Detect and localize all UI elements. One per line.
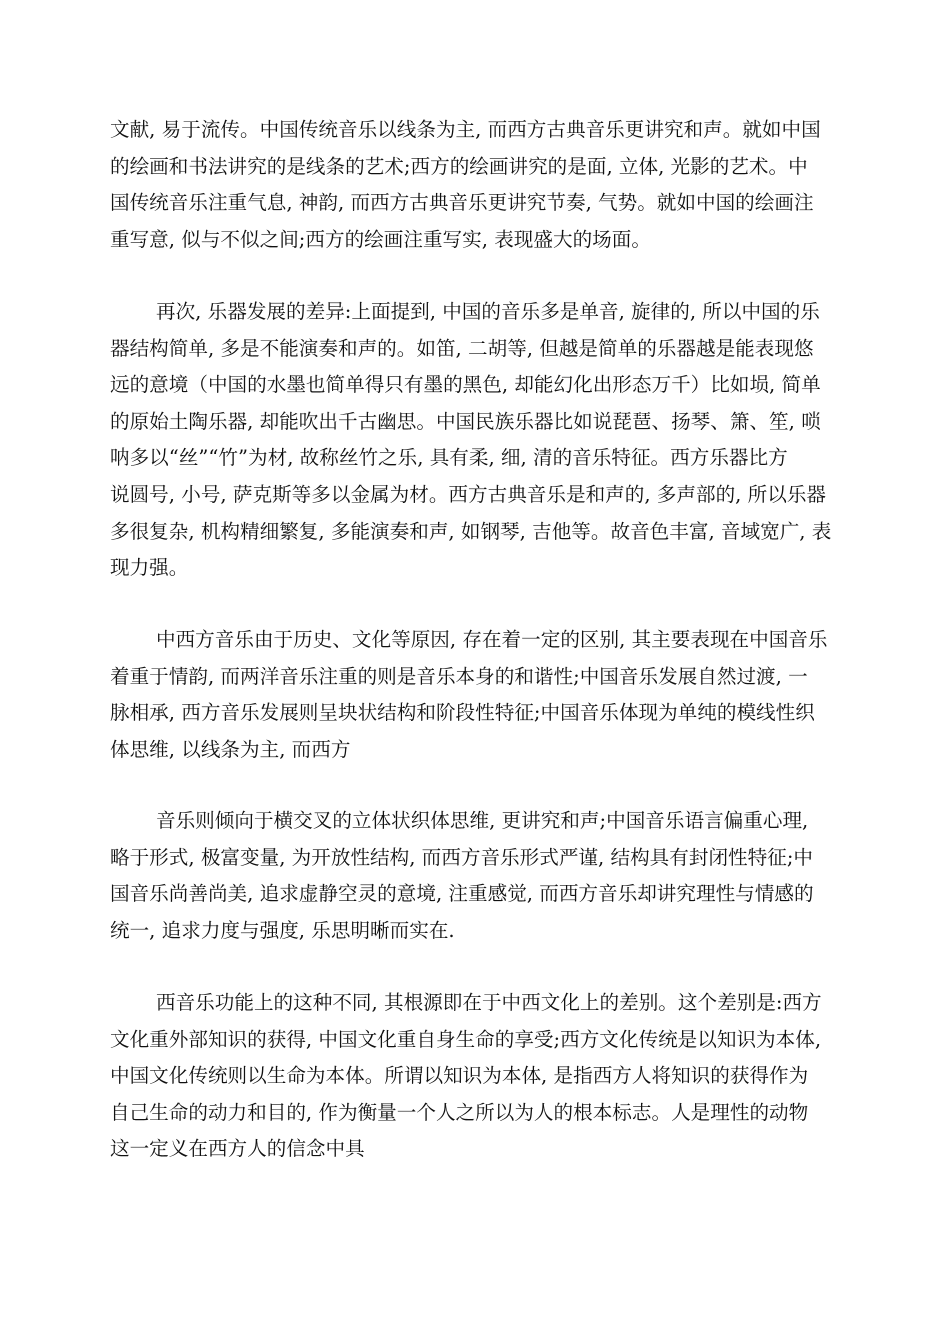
text-line: 多很复杂, 机构精细繁复, 多能演奏和声, 如钢琴, 吉他等。故音色丰富, 音域宽广, 表	[110, 519, 832, 543]
text-line: 的绘画和书法讲究的是线条的艺术;西方的绘画讲究的是面, 立体, 光影的艺术。中	[110, 154, 808, 178]
paragraph-5	[110, 985, 832, 1168]
text-line: 国传统音乐注重气息, 神韵, 而西方古典音乐更讲究节奏, 气势。就如中国的绘画注	[110, 191, 814, 215]
text-line: 脉相承, 西方音乐发展则呈块状结构和阶段性特征;中国音乐体现为单纯的模线性织	[110, 701, 815, 725]
text-line: 说圆号, 小号, 萨克斯等多以金属为材。西方古典音乐是和声的, 多声部的, 所以乐器	[110, 482, 827, 506]
text-line: 文化重外部知识的获得, 中国文化重自身生命的享受;西方文化传统是以知识为本体,	[110, 1027, 822, 1051]
text-line: 远的意境（中国的水墨也简单得只有墨的黑色, 却能幻化出形态万千）比如埙, 简单	[110, 373, 821, 397]
text-line: 这一定义在西方人的信念中具	[110, 1137, 365, 1161]
text-line: 略于形式, 极富变量, 为开放性结构, 而西方音乐形式严谨, 结构具有封闭性特征;中	[110, 845, 814, 869]
text-line: 西音乐功能上的这种不同, 其根源即在于中西文化上的差别。这个差别是:西方	[156, 991, 822, 1014]
text-line: 重写意, 似与不似之间;西方的绘画注重写实, 表现盛大的场面。	[110, 227, 651, 251]
text-line: 器结构简单, 多是不能演奏和声的。如笛, 二胡等, 但越是简单的乐器越是能表现悠	[110, 336, 814, 360]
text-line: 自己生命的动力和目的, 作为衡量一个人之所以为人的根本标志。人是理性的动物	[110, 1100, 809, 1124]
text-line: 体思维, 以线条为主, 而西方	[110, 737, 351, 761]
text-line: 音乐则倾向于横交叉的立体状织体思维, 更讲究和声;中国音乐语言偏重心理,	[156, 809, 809, 832]
text-line: 现力强。	[110, 556, 189, 580]
paragraph-2	[110, 294, 832, 587]
paragraph-4	[110, 803, 832, 949]
text-line: 的原始土陶乐器, 却能吹出千古幽思。中国民族乐器比如说琵琶、扬琴、箫、笙, 唢	[110, 409, 821, 433]
paragraph-3	[110, 622, 832, 768]
text-line: 呐多以“丝”“竹”为材, 故称丝竹之乐, 具有柔, 细, 清的音乐特征。西方乐器比方	[110, 446, 788, 470]
text-line: 再次, 乐器发展的差异:上面提到, 中国的音乐多是单音, 旋律的, 所以中国的乐	[156, 300, 820, 323]
text-line: 文献, 易于流传。中国传统音乐以线条为主, 而西方古典音乐更讲究和声。就如中国	[110, 118, 821, 141]
text-line: 国音乐尚善尚美, 追求虚静空灵的意境, 注重感觉, 而西方音乐却讲究理性与情感的	[110, 882, 814, 906]
text-line: 中国文化传统则以生命为本体。所谓以知识为本体, 是指西方人将知识的获得作为	[110, 1064, 809, 1088]
paragraph-1	[110, 112, 832, 258]
text-line: 统一, 追求力度与强度, 乐思明晰而实在.	[110, 918, 455, 942]
text-line: 中西方音乐由于历史、文化等原因, 存在着一定的区别, 其主要表现在中国音乐	[156, 628, 828, 651]
text-line: 着重于情韵, 而两洋音乐注重的则是音乐本身的和谐性;中国音乐发展自然过渡, 一	[110, 664, 808, 688]
